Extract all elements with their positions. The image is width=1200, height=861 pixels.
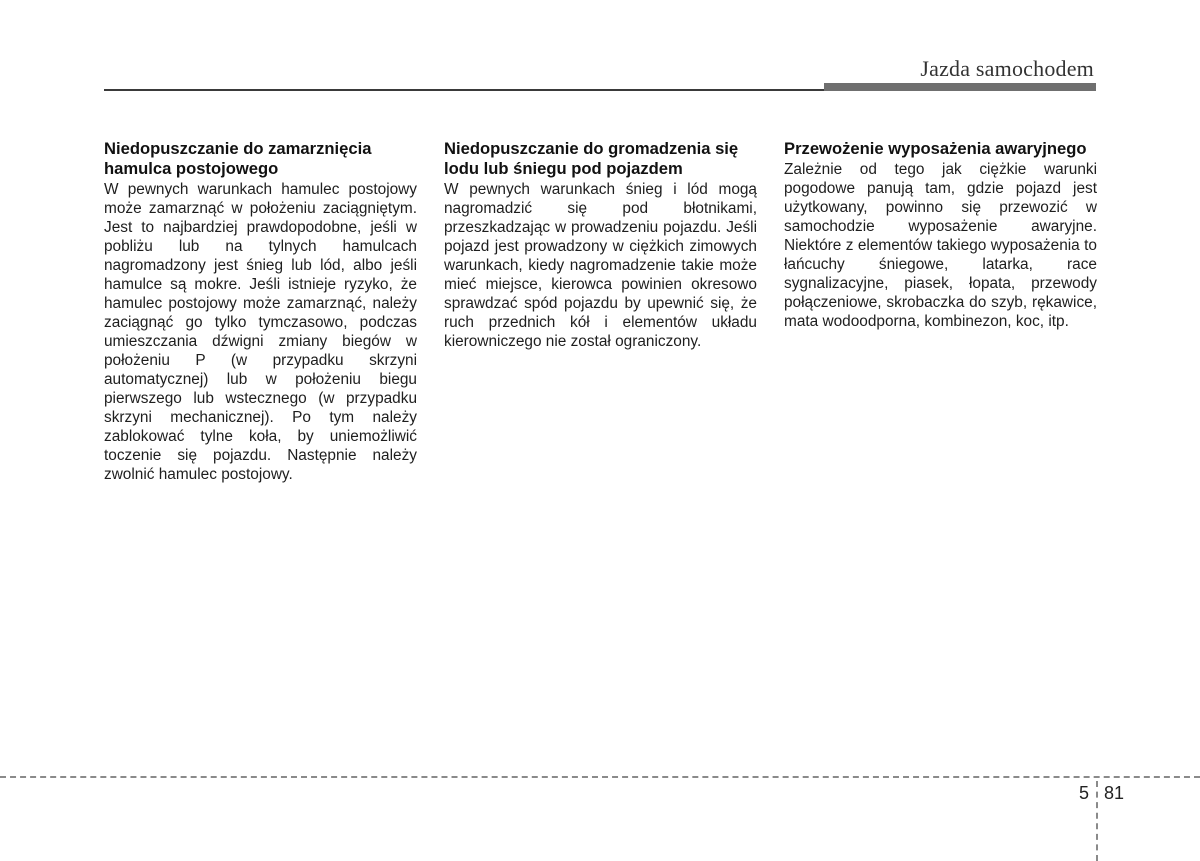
page-number: 81 — [1104, 783, 1125, 803]
footer-vertical-divider — [1096, 781, 1098, 861]
body-snow-ice: W pewnych warunkach śnieg i lód mogą nagromadzić się pod błotnikami, przeszkadzając w prowadzeniu pojazdu. Jeśli pojazd jest prowadzony w ciężkich zimowych warunkach, kiedy nagromadzenie takie może mieć miejsce, kierowca powinien okresowo sprawdzać spód pojazdu by upewnić się, że ruch przednich kół i elementów układu kierowniczego nie został ograniczony. — [444, 181, 757, 350]
column-parking-brake — [104, 139, 417, 484]
header-rule-thin — [104, 89, 826, 91]
heading-snow-ice: Niedopuszczanie do gromadzenia się lodu lub śniegu pod pojazdem — [444, 139, 739, 178]
chapter-number: 5 — [1079, 783, 1090, 803]
section-title: Jazda samochodem — [920, 56, 1094, 81]
footer-dashed-rule — [0, 776, 1200, 778]
column-emergency-equipment — [784, 139, 1097, 331]
header-rule-thick — [824, 83, 1096, 91]
heading-emergency-equipment: Przewożenie wyposażenia awaryjnego — [784, 139, 1087, 158]
body-parking-brake: W pewnych warunkach hamulec postojowy może zamarznąć w położeniu zaciągniętym. Jest to najbardziej prawdopodobne, jeśli w pobliżu lub na tylnych hamulcach nagromadzony jest śnieg lub lód, albo jeśli hamulce są mokre. Jeśli istnieje ryzyko, że hamulec postojowy może zamarznąć, należy zaciągnąć go tylko tymczasowo, podczas umieszczania dźwigni zmiany biegów w położeniu P (w przypadku skrzyni automatycznej) lub w położeniu biegu pierwszego lub wstecznego (w przypadku skrzyni mechanicznej). Po tym należy zablokować tylne koła, by uniemożliwić toczenie się pojazdu. Następnie należy zwolnić hamulec postojowy. — [104, 181, 417, 483]
column-snow-ice — [444, 139, 757, 351]
body-emergency-equipment: Zależnie od tego jak ciężkie warunki pogodowe panują tam, gdzie pojazd jest użytkowany, powinno się przewozić w samochodzie wyposażenie awaryjne. Niektóre z elementów takiego wyposażenia to łańcuchy śniegowe, latarka, race sygnalizacyjne, piasek, łopata, przewody połączeniowe, skrobaczka do szyb, rękawice, mata wodoodporna, kombinezon, koc, itp. — [784, 161, 1097, 330]
heading-parking-brake: Niedopuszczanie do zamarznięcia hamulca postojowego — [104, 139, 372, 178]
